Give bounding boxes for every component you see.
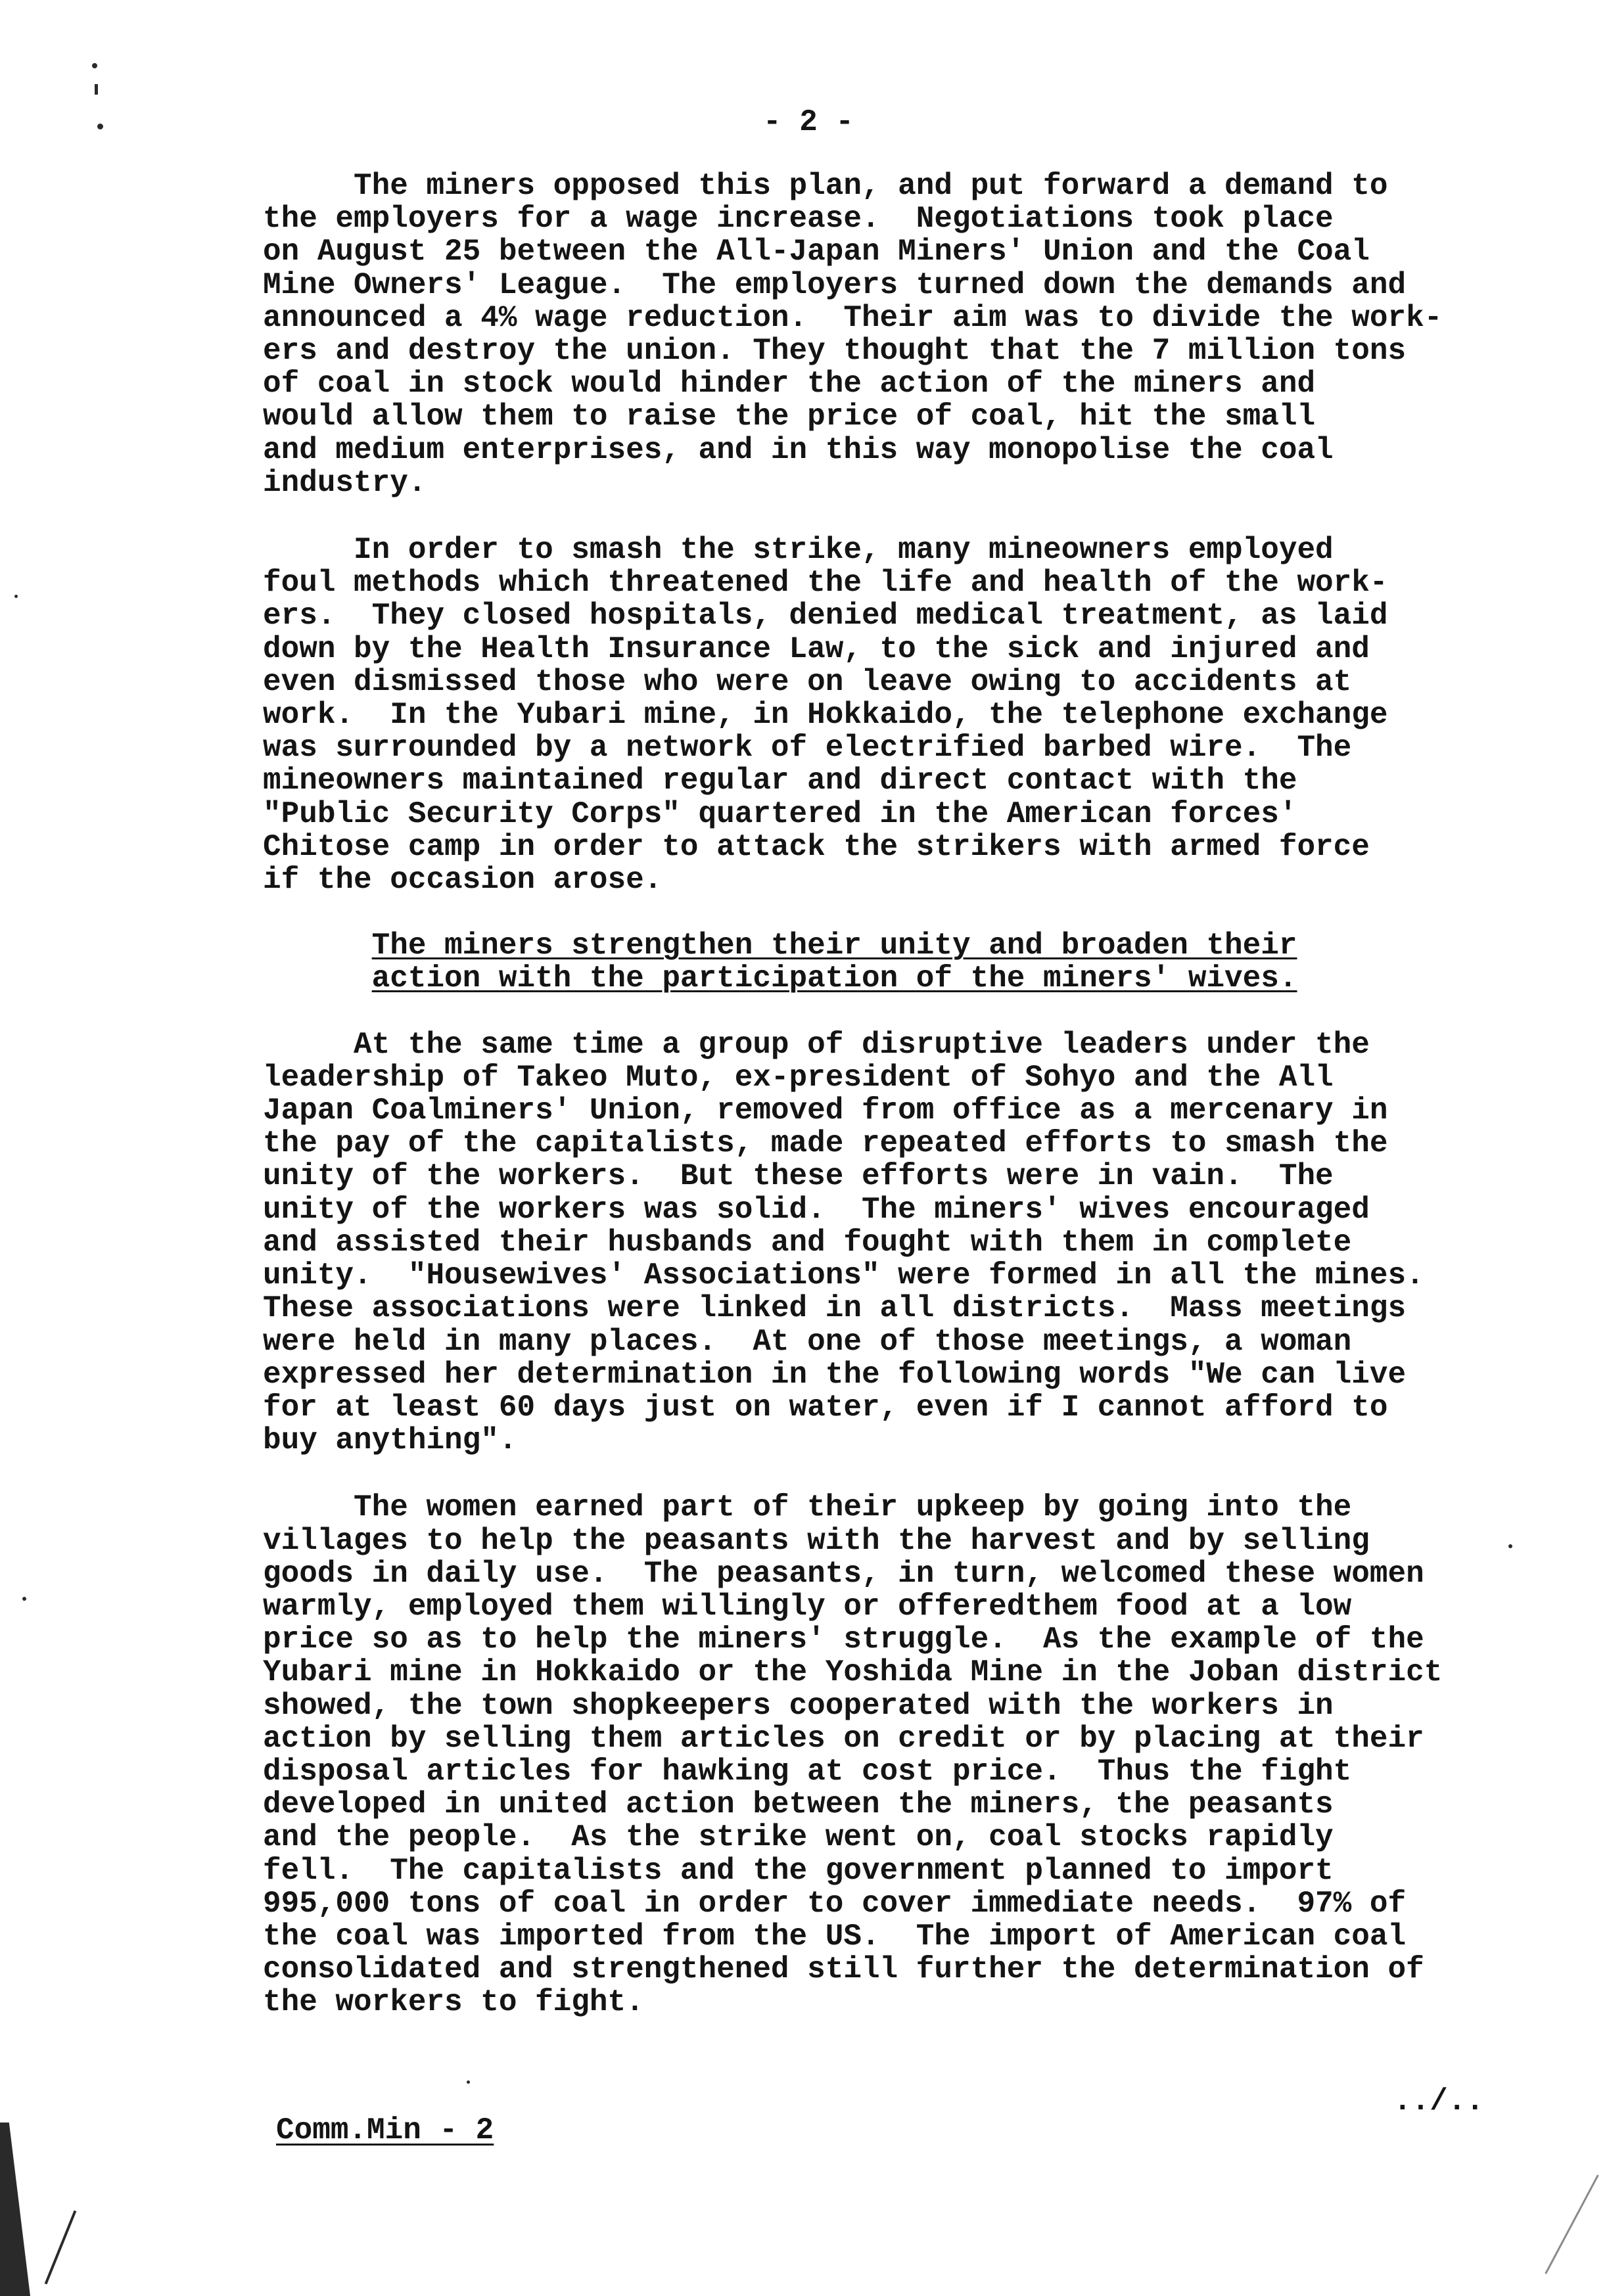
edge-shadow — [0, 2123, 30, 2296]
text-line: down by the Health Insurance Law, to the sick and injured and — [263, 631, 1370, 666]
scan-speck — [95, 84, 98, 95]
text-line: disposal articles for hawking at cost price. Thus the fight — [263, 1754, 1352, 1789]
continued-mark: ../.. — [1393, 2084, 1485, 2119]
page-number: - 2 - — [762, 105, 854, 139]
text-line: ers. They closed hospitals, denied medical treatment, as laid — [263, 599, 1388, 633]
text-line: were held in many places. At one of those meetings, a woman — [263, 1324, 1352, 1359]
heading-line: The miners strengthen their unity and broaden their — [371, 929, 1297, 963]
text-line: for at least 60 days just on water, even if I cannot afford to — [263, 1390, 1388, 1425]
text-line: goods in daily use. The peasants, in turn, welcomed these women — [263, 1556, 1424, 1591]
text-line: At the same time a group of disruptive leaders under the — [263, 1027, 1370, 1062]
scan-speck — [467, 2080, 470, 2084]
edge-stroke — [45, 2211, 77, 2285]
text-line: announced a 4% wage reduction. Their aim was to divide the work- — [263, 300, 1443, 335]
text-line: unity. "Housewives' Associations" were formed in all the mines. — [263, 1258, 1424, 1293]
scan-speck — [97, 124, 103, 129]
text-line: even dismissed those who were on leave owing to accidents at — [263, 664, 1352, 699]
text-line: mineowners maintained regular and direct contact with the — [263, 764, 1297, 798]
heading-line: action with the participation of the miners' wives. — [371, 961, 1297, 996]
scan-speck — [1508, 1544, 1512, 1548]
text-line: Yubari mine in Hokkaido or the Yoshida Mine in the Joban district — [263, 1655, 1443, 1690]
text-line: price so as to help the miners' struggle. As the example of the — [263, 1622, 1424, 1657]
text-line: These associations were linked in all districts. Mass meetings — [263, 1291, 1407, 1326]
text-line: and the people. As the strike went on, coal stocks rapidly — [263, 1820, 1334, 1855]
text-line: would allow them to raise the price of coal, hit the small — [263, 400, 1316, 434]
document-reference: Comm.Min - 2 — [276, 2113, 494, 2147]
text-line: In order to smash the strike, many mineowners employed — [263, 533, 1334, 568]
text-line: and medium enterprises, and in this way monopolise the coal — [263, 432, 1334, 467]
text-line: action by selling them articles on credit or by placing at their — [263, 1721, 1424, 1756]
text-line: unity of the workers was solid. The miners' wives encouraged — [263, 1192, 1370, 1227]
text-line: the employers for a wage increase. Negotiations took place — [263, 202, 1334, 237]
text-line: 995,000 tons of coal in order to cover immediate needs. 97% of — [263, 1886, 1407, 1921]
text-line: Japan Coalminers' Union, removed from office as a mercenary in — [263, 1093, 1388, 1128]
scan-speck — [22, 1597, 26, 1601]
text-line: showed, the town shopkeepers cooperated with the workers in — [263, 1688, 1334, 1723]
text-line: leadership of Takeo Muto, ex-president of Sohyo and the All — [263, 1060, 1334, 1095]
text-line: the pay of the capitalists, made repeated efforts to smash the — [263, 1126, 1388, 1161]
text-line: villages to help the peasants with the harvest and by selling — [263, 1523, 1370, 1558]
text-line: consolidated and strengthened still further the determination of — [263, 1952, 1424, 1987]
text-line: if the occasion arose. — [263, 863, 663, 898]
text-line: work. In the Yubari mine, in Hokkaido, the telephone exchange — [263, 698, 1388, 733]
text-line: and assisted their husbands and fought with them in complete — [263, 1225, 1352, 1260]
text-line: Mine Owners' League. The employers turned down the demands and — [263, 267, 1407, 302]
text-line: Chitose camp in order to attack the strikers with armed force — [263, 829, 1370, 864]
text-line: developed in united action between the miners, the peasants — [263, 1787, 1334, 1822]
text-line: was surrounded by a network of electrified barbed wire. The — [263, 731, 1352, 766]
text-line: expressed her determination in the following words "We can live — [263, 1357, 1407, 1392]
text-line: buy anything". — [263, 1423, 517, 1458]
text-line: warmly, employed them willingly or offeredthem food at a low — [263, 1589, 1352, 1624]
text-line: foul methods which threatened the life and health of the work- — [263, 566, 1388, 601]
text-line: on August 25 between the All-Japan Miners' Union and the Coal — [263, 235, 1370, 269]
text-line: fell. The capitalists and the government planned to import — [263, 1853, 1334, 1888]
text-line: the coal was imported from the US. The import of American coal — [263, 1919, 1407, 1954]
paragraph-2 — [263, 534, 1577, 896]
body-text — [263, 170, 1577, 2019]
paragraph-3 — [263, 1028, 1577, 1458]
text-line: industry. — [263, 465, 427, 500]
text-line: ers and destroy the union. They thought that the 7 million tons — [263, 334, 1407, 369]
paragraph-1 — [263, 170, 1577, 499]
edge-stroke — [1545, 2174, 1598, 2274]
text-line: The women earned part of their upkeep by going into the — [263, 1490, 1352, 1525]
text-line: of coal in stock would hinder the action of the miners and — [263, 367, 1316, 402]
text-line: the workers to fight. — [263, 1985, 644, 2020]
text-line: The miners opposed this plan, and put forward a demand to — [263, 169, 1388, 203]
scan-speck — [92, 63, 97, 68]
paragraph-4 — [263, 1491, 1577, 2019]
section-heading — [263, 929, 1577, 995]
text-line: "Public Security Corps" quartered in the American forces' — [263, 796, 1297, 831]
text-line: unity of the workers. But these efforts were in vain. The — [263, 1159, 1334, 1194]
scan-speck — [14, 595, 18, 598]
